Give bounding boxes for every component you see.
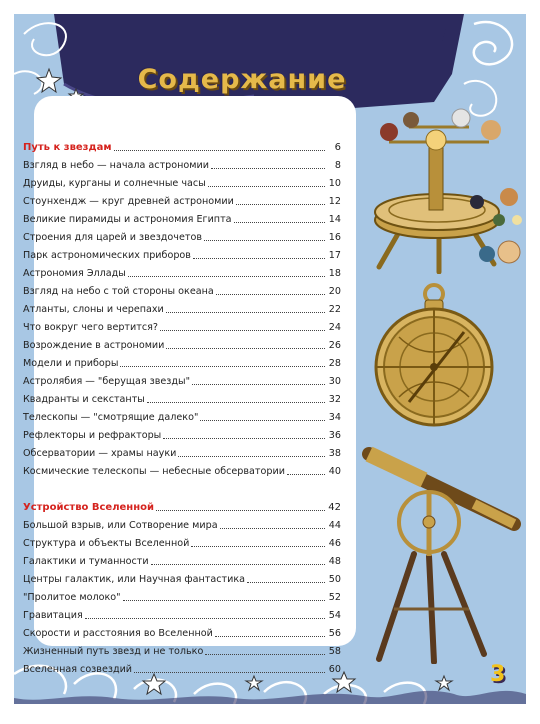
- toc-entry[interactable]: Возрождение в астрономии 26: [23, 340, 341, 351]
- toc-section-heading[interactable]: Устройство Вселенной 42: [23, 502, 341, 513]
- toc-entry[interactable]: Модели и приборы 28: [23, 358, 341, 369]
- toc-entry[interactable]: Большой взрыв, или Сотворение мира 44: [23, 520, 341, 531]
- toc-entry[interactable]: Строения для царей и звездочетов 16: [23, 232, 341, 243]
- toc-entry[interactable]: Жизненный путь звезд и не только 58: [23, 646, 341, 657]
- page-title: Содержание: [137, 64, 347, 95]
- toc-entry[interactable]: Парк астрономических приборов 17: [23, 250, 341, 261]
- toc-entry[interactable]: Вселенная созвездий 60: [23, 664, 341, 675]
- toc-entry[interactable]: Обсерватории — храмы науки 38: [23, 448, 341, 459]
- astrolabe-illustration: [369, 282, 499, 432]
- toc-entry[interactable]: Космические телескопы — небесные обсерватории 40: [23, 466, 341, 477]
- toc-entry[interactable]: Квадранты и секстанты 32: [23, 394, 341, 405]
- toc-section-heading[interactable]: Путь к звездам 6: [23, 142, 341, 153]
- toc-entry[interactable]: "Пролитое молоко" 52: [23, 592, 341, 603]
- toc-entry[interactable]: Рефлекторы и рефракторы 36: [23, 430, 341, 441]
- toc-entry[interactable]: Телескопы — "смотрящие далеко" 34: [23, 412, 341, 423]
- toc-entry[interactable]: Стоунхендж — круг древней астрономии 12: [23, 196, 341, 207]
- toc-entry[interactable]: Скорости и расстояния во Вселенной 56: [23, 628, 341, 639]
- toc-entry[interactable]: Астрономия Эллады 18: [23, 268, 341, 279]
- toc-entry[interactable]: Великие пирамиды и астрономия Египта 14: [23, 214, 341, 225]
- toc-entry[interactable]: Друиды, курганы и солнечные часы 10: [23, 178, 341, 189]
- toc-entry[interactable]: Взгляд на небо с той стороны океана 20: [23, 286, 341, 297]
- orrery-illustration: [359, 102, 526, 274]
- toc-entry[interactable]: Галактики и туманности 48: [23, 556, 341, 567]
- toc-entry[interactable]: Что вокруг чего вертится? 24: [23, 322, 341, 333]
- toc-entry[interactable]: Центры галактик, или Научная фантастика 50: [23, 574, 341, 585]
- toc-entry[interactable]: Структура и объекты Вселенной 46: [23, 538, 341, 549]
- toc-entry[interactable]: Взгляд в небо — начала астрономии 8: [23, 160, 341, 171]
- toc-entry[interactable]: Атланты, слоны и черепахи 22: [23, 304, 341, 315]
- toc-entry[interactable]: Астролябия — "берущая звезды" 30: [23, 376, 341, 387]
- page-number: 3: [490, 662, 506, 687]
- toc-entry[interactable]: Гравитация 54: [23, 610, 341, 621]
